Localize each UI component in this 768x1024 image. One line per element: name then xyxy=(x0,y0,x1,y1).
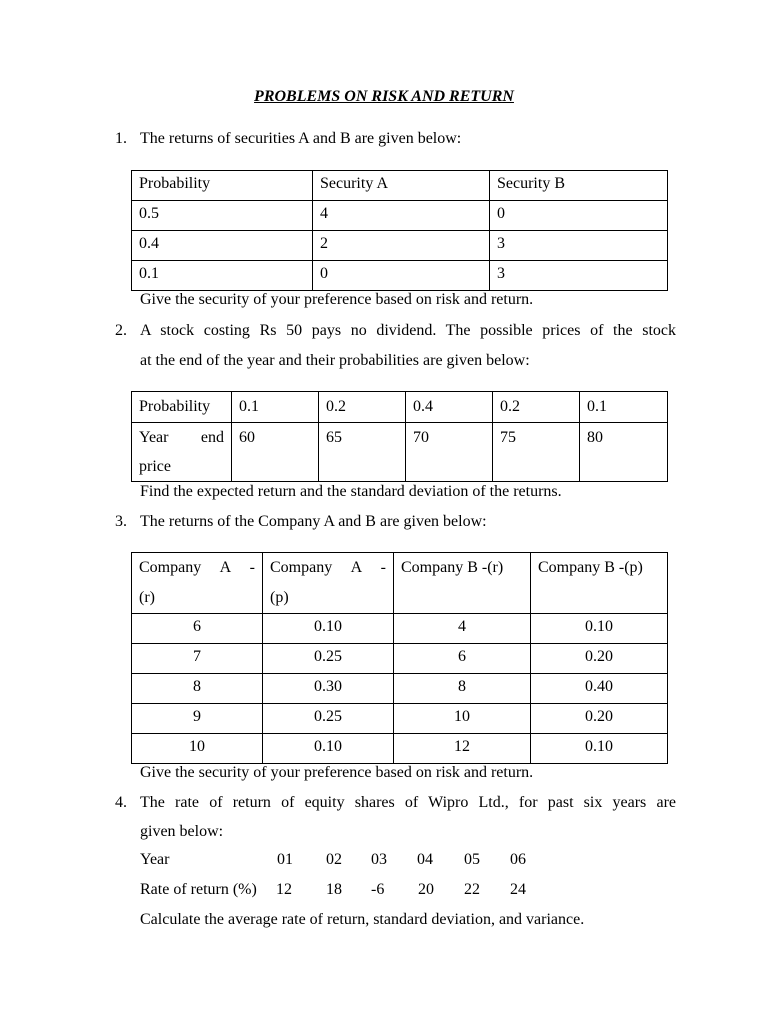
q1-footer: Give the security of your preference based on risk and return. xyxy=(140,291,534,308)
table-cell: 0.1 xyxy=(232,392,319,423)
table-cell: 0.20 xyxy=(531,644,668,674)
header-cell: Company B -(r) xyxy=(394,553,531,614)
rate-value: -6 xyxy=(371,881,385,898)
table-row xyxy=(132,201,668,231)
table-row xyxy=(132,614,668,644)
table-cell: 10 xyxy=(132,734,263,764)
table-row xyxy=(132,704,668,734)
table-cell: 60 xyxy=(232,423,319,482)
table-row xyxy=(132,392,668,423)
table-cell: 0.10 xyxy=(531,734,668,764)
row-label: Probability xyxy=(132,392,232,423)
table-cell: 0.10 xyxy=(531,614,668,644)
table-cell: 8 xyxy=(394,674,531,704)
year-value: 03 xyxy=(371,851,387,868)
q1-number: 1. xyxy=(115,130,127,147)
page-title: PROBLEMS ON RISK AND RETURN xyxy=(254,88,514,105)
year-value: 01 xyxy=(277,851,293,868)
header-line1 xyxy=(270,553,386,583)
table-cell: 4 xyxy=(313,201,490,231)
header-word: Company xyxy=(139,559,202,576)
q2-table xyxy=(131,391,668,482)
rate-value: 24 xyxy=(510,881,526,898)
table-cell: 0.25 xyxy=(263,704,394,734)
table-cell: 0.5 xyxy=(132,201,313,231)
year-value: 06 xyxy=(510,851,526,868)
header-cell: Company B -(p) xyxy=(531,553,668,614)
table-cell: 0.25 xyxy=(263,644,394,674)
table-cell: 7 xyxy=(132,644,263,674)
table-header-row xyxy=(132,553,668,614)
table-cell: 0.20 xyxy=(531,704,668,734)
table-cell: 65 xyxy=(319,423,406,482)
header-line2: (r) xyxy=(139,589,155,606)
table-cell: 9 xyxy=(132,704,263,734)
table-row xyxy=(132,423,668,482)
q4-text-line1: The rate of return of equity shares of Wipro Ltd., for past six years are xyxy=(140,794,676,811)
q3-text: The returns of the Company A and B are given below: xyxy=(140,513,487,530)
table-cell: 0 xyxy=(490,201,668,231)
table-cell: 70 xyxy=(406,423,493,482)
table-cell: 12 xyxy=(394,734,531,764)
year-value: 04 xyxy=(417,851,433,868)
q1-text: The returns of securities A and B are given below: xyxy=(140,130,462,147)
header-word: A xyxy=(219,559,232,576)
table-cell: 2 xyxy=(313,231,490,261)
table-cell: 0.10 xyxy=(263,614,394,644)
table-row xyxy=(132,644,668,674)
table-cell: 0 xyxy=(313,261,490,291)
row-label-line2: price xyxy=(139,458,171,475)
header-cell: Security B xyxy=(490,171,668,201)
q3-number: 3. xyxy=(115,513,127,530)
header-cell xyxy=(263,553,394,614)
table-cell: 0.2 xyxy=(493,392,580,423)
table-cell: 0.4 xyxy=(406,392,493,423)
year-label: Year xyxy=(140,851,170,868)
table-row xyxy=(132,734,668,764)
table-cell: 0.1 xyxy=(580,392,668,423)
table-cell: 3 xyxy=(490,231,668,261)
header-word: A xyxy=(350,559,363,576)
q4-text-line2: given below: xyxy=(140,823,224,840)
q2-text-line2: at the end of the year and their probabilities are given below: xyxy=(140,352,530,369)
q4-rate-row xyxy=(140,881,680,903)
year-value: 02 xyxy=(326,851,342,868)
row-label-word: Year xyxy=(139,429,169,446)
rate-value: 18 xyxy=(326,881,342,898)
q2-number: 2. xyxy=(115,322,127,339)
table-cell: 6 xyxy=(132,614,263,644)
table-cell: 4 xyxy=(394,614,531,644)
rate-label: Rate of return (%) xyxy=(140,881,257,898)
header-cell xyxy=(132,553,263,614)
q3-footer: Give the security of your preference based on risk and return. xyxy=(140,764,534,781)
table-cell: 6 xyxy=(394,644,531,674)
header-line1 xyxy=(139,553,255,583)
table-cell: 75 xyxy=(493,423,580,482)
header-word: Company xyxy=(270,559,333,576)
table-cell: 0.4 xyxy=(132,231,313,261)
table-cell: 0.30 xyxy=(263,674,394,704)
header-cell: Probability xyxy=(132,171,313,201)
table-row xyxy=(132,231,668,261)
row-label xyxy=(132,423,232,482)
header-word: - xyxy=(380,559,386,576)
table-cell: 8 xyxy=(132,674,263,704)
table-cell: 0.40 xyxy=(531,674,668,704)
q2-text-line1: A stock costing Rs 50 pays no dividend. The possible prices of the stock xyxy=(140,322,676,339)
q1-table xyxy=(131,170,668,291)
q4-footer: Calculate the average rate of return, standard deviation, and variance. xyxy=(140,911,585,928)
header-word: - xyxy=(249,559,255,576)
table-cell: 0.2 xyxy=(319,392,406,423)
year-value: 05 xyxy=(464,851,480,868)
table-header-row xyxy=(132,171,668,201)
header-line2: (p) xyxy=(270,589,289,606)
table-row xyxy=(132,261,668,291)
row-label-line1 xyxy=(139,423,224,452)
table-row xyxy=(132,674,668,704)
rate-value: 12 xyxy=(276,881,292,898)
q4-number: 4. xyxy=(115,794,127,811)
table-cell: 0.10 xyxy=(263,734,394,764)
q3-table xyxy=(131,552,668,764)
row-label-word: end xyxy=(200,429,224,446)
table-cell: 0.1 xyxy=(132,261,313,291)
table-cell: 80 xyxy=(580,423,668,482)
header-cell: Security A xyxy=(313,171,490,201)
table-cell: 3 xyxy=(490,261,668,291)
q2-footer: Find the expected return and the standard deviation of the returns. xyxy=(140,483,562,500)
rate-value: 22 xyxy=(464,881,480,898)
rate-value: 20 xyxy=(418,881,434,898)
table-cell: 10 xyxy=(394,704,531,734)
q4-year-row xyxy=(140,851,680,873)
